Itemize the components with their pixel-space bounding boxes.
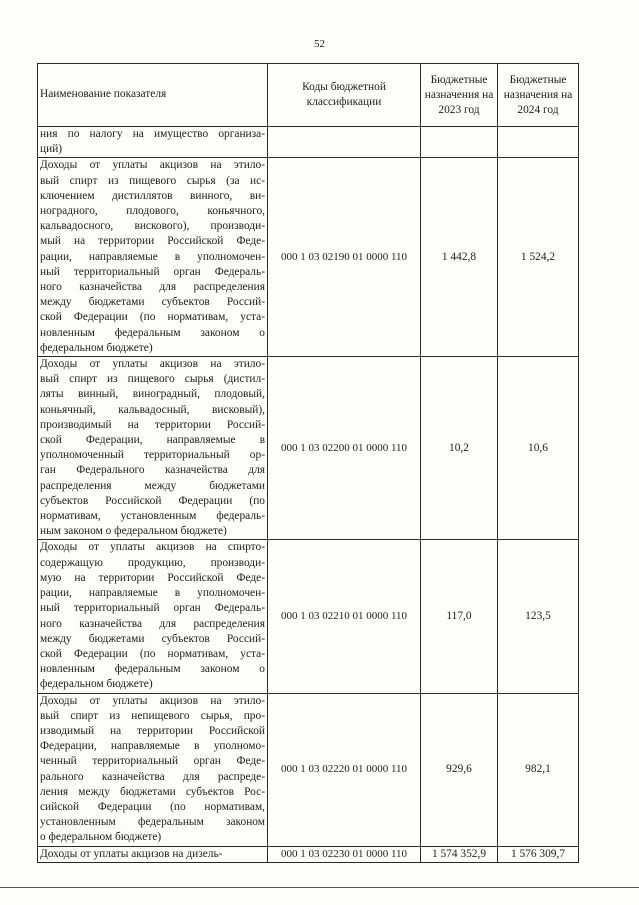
budget-2024-cell: 1 524,2 (498, 158, 579, 357)
indicator-name-line: ченный территориальный орган Феде- (40, 755, 265, 768)
budget-2024-cell (498, 127, 579, 158)
budget-2024-cell: 123,5 (498, 540, 579, 693)
indicator-name-line: между бюджетами субъектов Россий- (40, 632, 265, 645)
indicator-name-line: вый спирт из непищевого сырья, про- (40, 709, 265, 722)
indicator-name-line: мый на территории Российской Феде- (40, 235, 265, 248)
budget-2024-cell: 10,6 (498, 357, 579, 540)
table-row (38, 127, 579, 158)
indicator-name-line: ций) (40, 143, 63, 156)
indicator-name-line: производимый на территории Россий- (40, 418, 265, 431)
indicator-name-line: распределения между бюджетами (40, 479, 265, 492)
table-row (38, 357, 579, 540)
indicator-name-cell (38, 540, 268, 693)
indicator-name-line: содержащую продукцию, производи- (40, 556, 265, 569)
budget-2023-cell: 117,0 (421, 540, 498, 693)
indicator-name-line: рального казначейства для распреде- (40, 770, 265, 783)
indicator-name-line: Доходы от уплаты акцизов на этило- (40, 159, 265, 172)
indicator-name-line: вый спирт из пищевого сырья (за ис- (40, 174, 265, 187)
indicator-name-line: рации, направляемые в уполномочен- (40, 587, 265, 600)
indicator-name-line: ным законом о федеральном бюджете) (40, 525, 227, 538)
budget-table (37, 63, 579, 863)
indicator-name-line: ляты винный, виноградный, плодовый, (40, 388, 265, 401)
indicator-name-line: Доходы от уплаты акцизов на спирто- (40, 541, 265, 554)
indicator-name-line: новленным федеральным законом о (40, 663, 265, 676)
indicator-name-line: ный территориальный орган Федераль- (40, 602, 265, 615)
indicator-name-line: Доходы от уплаты акцизов на этило- (40, 694, 265, 707)
header-budget-codes: Коды бюджетной классификации (268, 64, 421, 127)
indicator-name-cell (38, 846, 268, 862)
table-row (38, 540, 579, 693)
table-header-row (38, 64, 579, 127)
indicator-name-line: ный территориальный орган Федераль- (40, 265, 265, 278)
indicator-name-line: нормативам, установленным федераль- (40, 510, 265, 523)
header-budget-2023: Бюджетные назначения на 2023 год (421, 64, 498, 127)
budget-code-cell: 000 1 03 02210 01 0000 110 (268, 540, 421, 693)
page-number: 52 (314, 38, 325, 50)
indicator-name-line: субъектов Российской Федерации (по (40, 494, 265, 507)
indicator-name-line: уполномоченный территориальный ор- (40, 449, 265, 462)
budget-code-cell: 000 1 03 02220 01 0000 110 (268, 693, 421, 846)
indicator-name-line: ской Федерации, направляемые в (40, 434, 265, 447)
indicator-name-line: ган Федерального казначейства для (40, 464, 265, 477)
indicator-name-line: новленным федеральным законом о (40, 326, 265, 339)
header-indicator-name: Наименование показателя (38, 64, 268, 127)
budget-2023-cell: 1 574 352,9 (421, 846, 498, 862)
indicator-name-cell (38, 158, 268, 357)
budget-2023-cell (421, 127, 498, 158)
header-budget-2024: Бюджетные назначения на 2024 год (498, 64, 579, 127)
budget-code-cell: 000 1 03 02230 01 0000 110 (268, 846, 421, 862)
indicator-name-line: между бюджетами субъектов Россий- (40, 296, 265, 309)
indicator-name-line: ноградного, плодового, коньячного, (40, 205, 265, 218)
indicator-name-cell (38, 357, 268, 540)
indicator-name-line: кальвадосного, вискового), производи- (40, 220, 265, 233)
budget-2023-cell: 1 442,8 (421, 158, 498, 357)
table-row (38, 693, 579, 846)
table-row (38, 158, 579, 357)
table-row (38, 846, 579, 862)
indicator-name-line: изводимый на территории Российской (40, 724, 265, 737)
indicator-name-line: Доходы от уплаты акцизов на дизель- (40, 847, 223, 860)
indicator-name-line: ской Федерации (по нормативам, уста- (40, 311, 265, 324)
budget-2023-cell: 929,6 (421, 693, 498, 846)
indicator-name-line: федеральном бюджете) (40, 341, 153, 354)
indicator-name-line: рации, направляемые в уполномочен- (40, 250, 265, 263)
budget-code-cell (268, 127, 421, 158)
indicator-name-line: ного казначейства для распределения (40, 281, 265, 294)
indicator-name-line: ления между бюджетами субъектов Рос- (40, 785, 265, 798)
indicator-name-line: установленным федеральным законом (40, 816, 265, 829)
indicator-name-line: вый спирт из пищевого сырья (дистил- (40, 373, 265, 386)
indicator-name-line: Доходы от уплаты акцизов на этило- (40, 358, 265, 371)
budget-code-cell: 000 1 03 02200 01 0000 110 (268, 357, 421, 540)
indicator-name-line: федеральном бюджете) (40, 678, 153, 691)
indicator-name-line: ской Федерации (по нормативам, уста- (40, 647, 265, 660)
indicator-name-line: ключением дистиллятов винного, ви- (40, 189, 265, 202)
indicator-name-line: о федеральном бюджете) (40, 831, 162, 844)
indicator-name-line: ния по налогу на имущество организа- (40, 128, 265, 140)
indicator-name-cell (38, 693, 268, 846)
indicator-name-line: коньячный, кальвадосный, висковый), (40, 403, 265, 416)
indicator-name-line: ного казначейства для распределения (40, 617, 265, 630)
indicator-name-line: мую на территории Российской Феде- (40, 571, 265, 584)
budget-code-cell: 000 1 03 02190 01 0000 110 (268, 158, 421, 357)
budget-2023-cell: 10,2 (421, 357, 498, 540)
indicator-name-line: сийской Федерации (по нормативам, (40, 800, 265, 813)
indicator-name-line: Федерации, направляемые в уполномо- (40, 740, 265, 753)
page-bottom-rule (0, 887, 639, 888)
indicator-name-cell (38, 127, 268, 158)
budget-2024-cell: 982,1 (498, 693, 579, 846)
budget-2024-cell: 1 576 309,7 (498, 846, 579, 862)
